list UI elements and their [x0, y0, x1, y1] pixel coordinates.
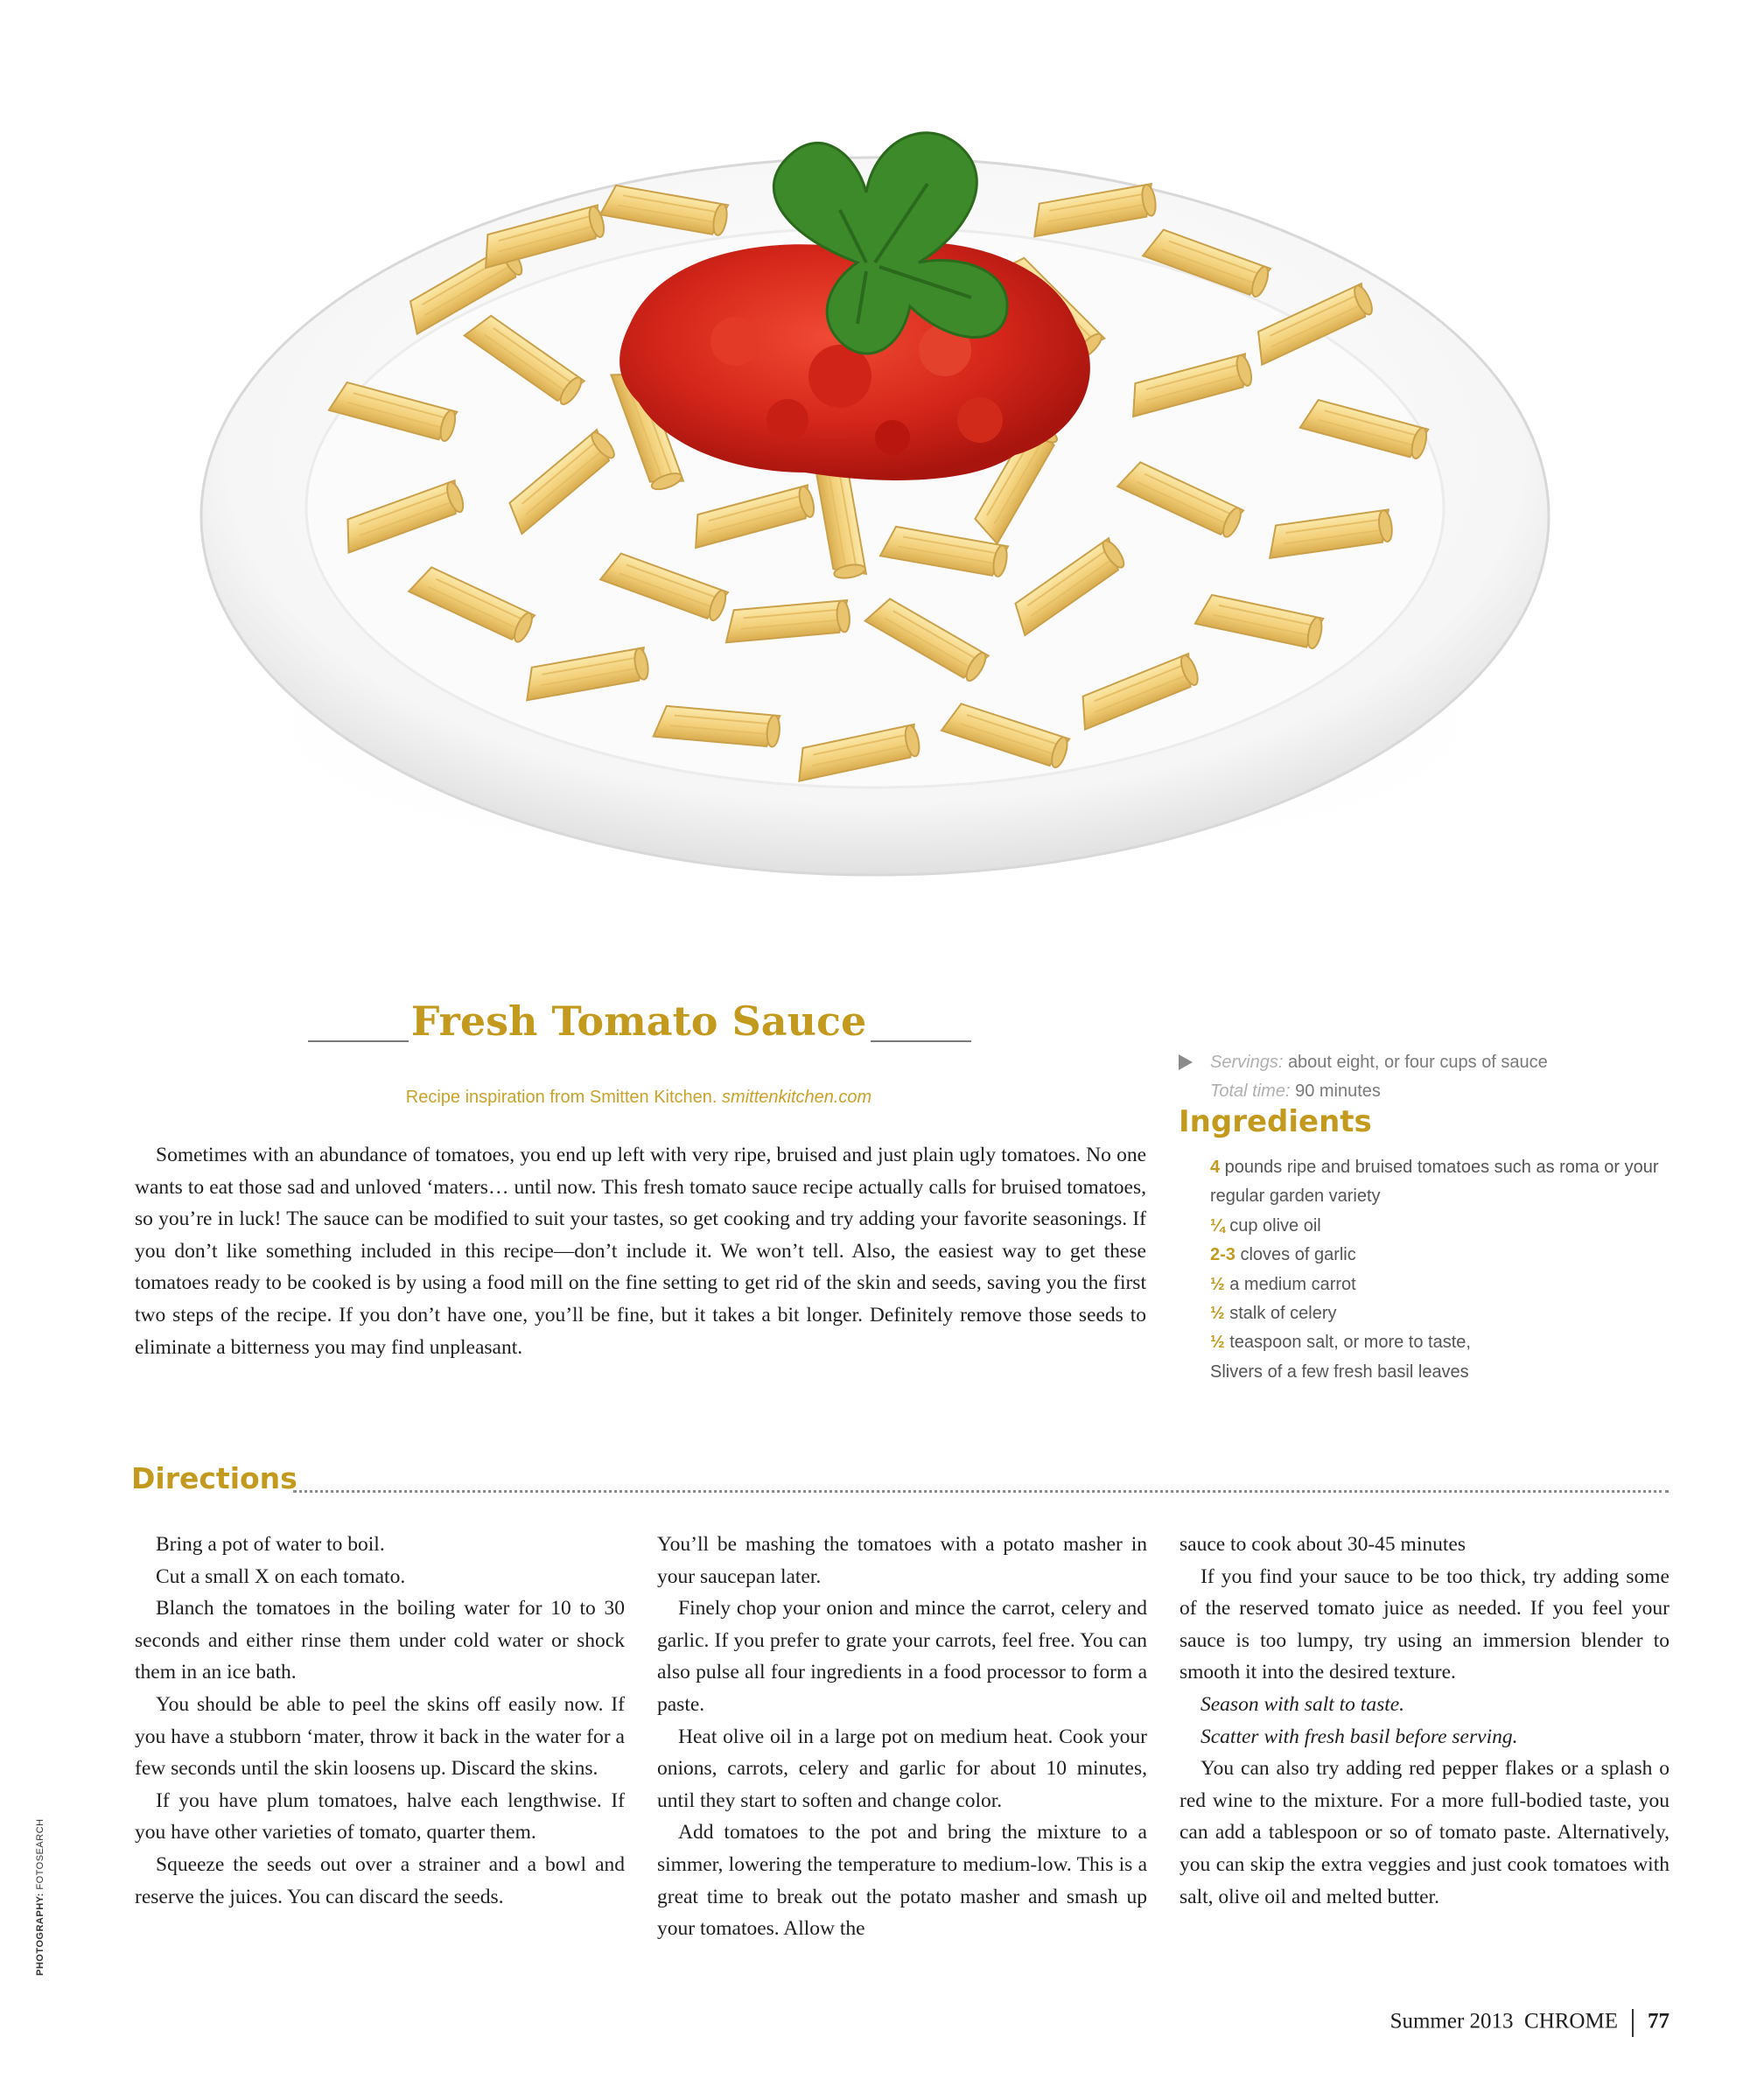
ingredient-qty: ¼: [1210, 1215, 1225, 1236]
ingredient-text: cloves of garlic: [1235, 1245, 1356, 1265]
servings-label: Servings:: [1210, 1053, 1284, 1072]
directions-column-2: [657, 1529, 1147, 1945]
credit-site-link[interactable]: smittenkitchen.com: [722, 1088, 872, 1107]
recipe-credit: [324, 1088, 954, 1108]
direction-step: Heat olive oil in a large pot on medium heat. Cook your onions, carrots, celery and garlic for about 10 minutes, until they start to soften and change color.: [657, 1725, 1147, 1812]
ingredient-item: [1210, 1299, 1665, 1328]
directions-column-1: [135, 1529, 625, 1913]
ingredient-item: [1210, 1270, 1665, 1299]
directions-column-3: [1180, 1529, 1670, 1913]
direction-step: Bring a pot of water to boil.: [156, 1533, 385, 1556]
ingredient-item: [1210, 1241, 1665, 1270]
recipe-meta: [1179, 1048, 1669, 1106]
triangle-arrow-icon: [1179, 1054, 1193, 1070]
ingredient-text: stalk of celery: [1224, 1304, 1337, 1324]
footer-separator: [1632, 2009, 1634, 2037]
direction-step: You can also try adding red pepper flakes or a splash o red wine to the mixture. For a more full-bodied taste, you can add a tablespoon or so of tomato paste. Alternatively, you can skip the extra veggies and just cook tomatoes with salt, olive oil and melted butter.: [1180, 1757, 1670, 1908]
title-rule-right: [871, 1040, 971, 1042]
direction-step: Cut a small X on each tomato.: [156, 1564, 406, 1588]
ingredient-item: [1210, 1153, 1665, 1212]
recipe-title: Fresh Tomato Sauce: [410, 998, 867, 1045]
direction-step: Scatter with fresh basil before serving.: [1200, 1725, 1518, 1748]
ingredient-text: cup olive oil: [1224, 1215, 1321, 1236]
ingredient-qty: ½: [1210, 1274, 1225, 1294]
photo-credit-source: FOTOSEARCH: [35, 1818, 46, 1894]
ingredient-item: [1210, 1358, 1665, 1387]
time-row: [1179, 1077, 1669, 1106]
direction-step: Finely chop your onion and mince the carrot, celery and garlic. If you prefer to grate your carrots, feel free. You can also pulse all four ingredients in a food processor to form a paste.: [657, 1597, 1147, 1716]
directions-dotted-rule: [293, 1490, 1669, 1493]
footer-magazine: CHROME: [1524, 2009, 1618, 2034]
credit-text: Recipe inspiration from Smitten Kitchen.: [405, 1088, 723, 1107]
ingredient-qty: ½: [1210, 1304, 1225, 1324]
ingredients-list: [1210, 1153, 1665, 1387]
time-label: Total time:: [1210, 1082, 1291, 1101]
servings-value: about eight, or four cups of sauce: [1287, 1053, 1548, 1072]
ingredient-text: teaspoon salt, or more to taste,: [1224, 1333, 1471, 1353]
direction-step: sauce to cook about 30-45 minutes: [1180, 1533, 1466, 1556]
ingredient-text: Slivers of a few fresh basil leaves: [1210, 1362, 1469, 1382]
time-value: 90 minutes: [1295, 1082, 1381, 1101]
direction-step: Add tomatoes to the pot and bring the mixture to a simmer, lowering the temperature to medium-low. This is a great time to break out the potato masher and smash up your tomatoes. Allow the: [657, 1821, 1147, 1941]
direction-step: Season with salt to taste.: [1200, 1692, 1405, 1716]
direction-step: If you find your sauce to be too thick, try adding some of the reserved tomato juice as needed. If you feel your sauce is too lumpy, try using an immersion blender to smooth it into the desired texture.: [1180, 1564, 1670, 1684]
photo-credit-label: PHOTOGRAPHY:: [35, 1893, 46, 1976]
direction-step: You’ll be mashing the tomatoes with a potato masher in your saucepan later.: [657, 1533, 1147, 1588]
direction-step: You should be able to peel the skins off easily now. If you have a stubborn ‘mater, throw it back in the water for a few seconds until the skin loosens up. Discard the skins.: [135, 1692, 625, 1781]
footer-issue: Summer 2013: [1390, 2009, 1514, 2034]
ingredient-item: [1210, 1328, 1665, 1357]
servings-row: [1179, 1048, 1669, 1077]
page-number: 77: [1648, 2009, 1670, 2034]
ingredient-qty: 4: [1210, 1158, 1221, 1177]
photo-credit: [35, 1818, 46, 1976]
direction-step: If you have plum tomatoes, halve each lengthwise. If you have other varieties of tomato, quarter them.: [135, 1788, 625, 1844]
direction-step: Squeeze the seeds out over a strainer and a bowl and reserve the juices. You can discard the seeds.: [135, 1852, 625, 1908]
ingredients-heading: Ingredients: [1179, 1104, 1372, 1139]
ingredient-item: [1210, 1212, 1665, 1241]
ingredient-qty: 2-3: [1210, 1245, 1236, 1265]
ingredient-text: pounds ripe and bruised tomatoes such as roma or your regular garden variety: [1210, 1158, 1659, 1207]
directions-heading: Directions: [131, 1461, 298, 1495]
ingredient-qty: ½: [1210, 1333, 1225, 1353]
pasta-photo: [175, 61, 1575, 989]
ingredient-text: a medium carrot: [1224, 1274, 1356, 1294]
direction-step: Blanch the tomatoes in the boiling water for 10 to 30 seconds and either rinse them under cold water or shock them in an ice bath.: [135, 1597, 625, 1684]
page-footer: [1390, 2009, 1670, 2037]
intro-paragraph: Sometimes with an abundance of tomatoes, you end up left with very ripe, bruised and just plain ugly tomatoes. No one wants to eat those sad and unloved ‘maters… until now. This fresh tomato sauce recipe actually calls for bruised tomatoes, so you’re in luck! The sauce can be modified to suit your tastes, so get cooking and try adding your favorite seasonings. If you don’t like something included in this recipe—don’t include it. We won’t tell. Also, the easiest way to get these tomatoes ready to be cooked is by using a food mill on the fine setting to get rid of the skin and seeds, saving you the first two steps of the recipe. If you don’t have one, you’ll be fine, but it takes a bit longer. Definitely remove those seeds to eliminate a bitterness you may find unpleasant.: [135, 1144, 1146, 1359]
